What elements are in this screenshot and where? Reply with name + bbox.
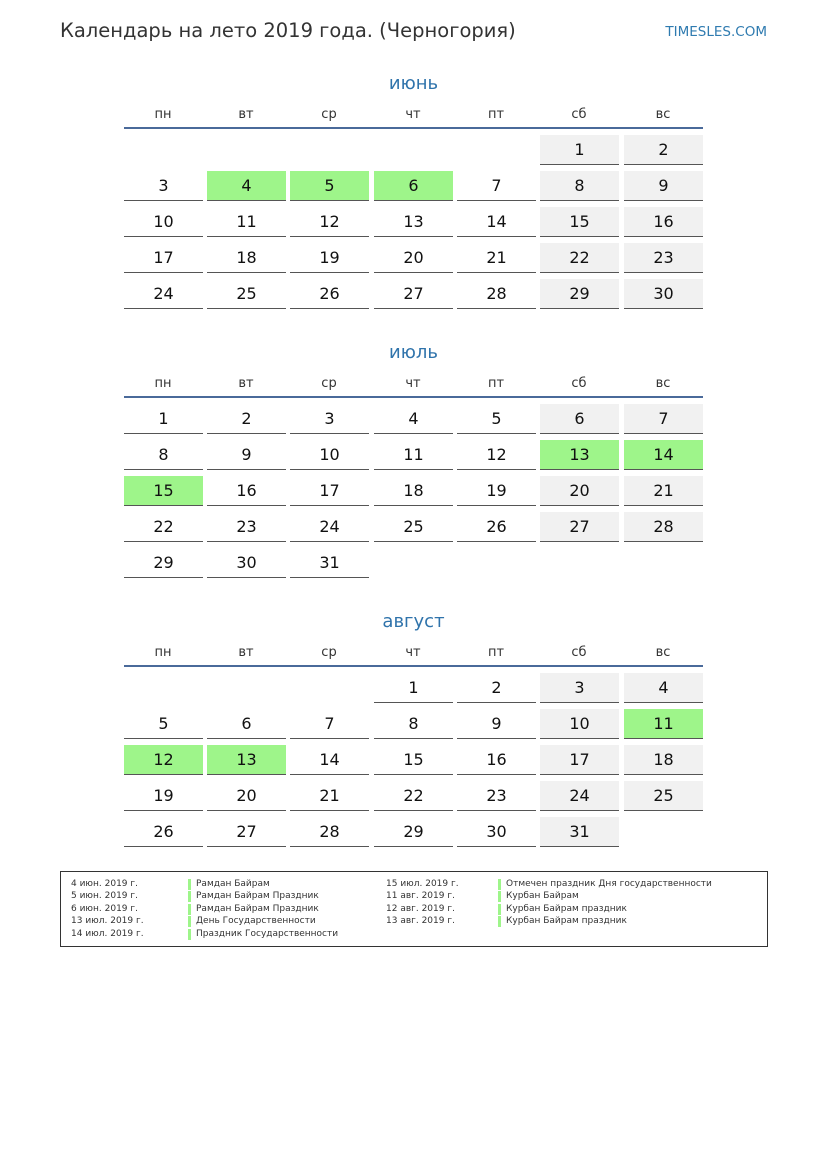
day-cell: 2	[207, 404, 286, 434]
day-cell: 30	[207, 548, 286, 578]
day-cell: 21	[457, 243, 536, 273]
day-cell: 13	[207, 745, 286, 775]
weekday-label: ср	[321, 107, 337, 122]
day-cell: 7	[290, 709, 369, 739]
weekday-header	[124, 376, 704, 398]
legend-date: 5 июн. 2019 г.	[71, 891, 138, 902]
day-cell: 27	[374, 279, 453, 309]
day-cell: 4	[374, 404, 453, 434]
weekday-label: пн	[154, 107, 172, 122]
day-cell: 17	[290, 476, 369, 506]
weekday-label: вс	[655, 645, 671, 660]
day-cell: 29	[124, 548, 203, 578]
day-cell: 12	[457, 440, 536, 470]
day-cell: 27	[540, 512, 619, 542]
day-cell: 23	[624, 243, 703, 273]
weekday-label: сб	[571, 107, 587, 122]
weekday-divider	[124, 665, 703, 667]
day-cell: 13	[374, 207, 453, 237]
day-cell: 20	[207, 781, 286, 811]
weekday-label: сб	[571, 376, 587, 391]
day-cell: 5	[290, 171, 369, 201]
day-cell: 25	[374, 512, 453, 542]
legend-color-marker	[498, 891, 501, 902]
day-cell: 6	[374, 171, 453, 201]
legend-date: 15 июл. 2019 г.	[386, 879, 459, 889]
weekday-label: чт	[405, 645, 421, 660]
month-title: август	[382, 611, 445, 632]
weekday-label: пн	[154, 376, 172, 391]
site-link[interactable]: TIMESLES.COM	[665, 24, 767, 40]
weekday-label: чт	[405, 107, 421, 122]
day-cell: 28	[457, 279, 536, 309]
day-cell: 9	[457, 709, 536, 739]
weekday-label: ср	[321, 376, 337, 391]
day-cell: 24	[124, 279, 203, 309]
weekday-label: вт	[238, 107, 254, 122]
day-cell: 1	[540, 135, 619, 165]
legend-holiday-name: Курбан Байрам праздник	[506, 903, 627, 914]
day-cell: 3	[290, 404, 369, 434]
day-cell: 10	[290, 440, 369, 470]
day-cell: 26	[457, 512, 536, 542]
day-cell: 14	[457, 207, 536, 237]
month-title: июнь	[388, 73, 439, 94]
day-cell: 22	[540, 243, 619, 273]
day-cell: 9	[207, 440, 286, 470]
day-cell: 25	[207, 279, 286, 309]
day-cell: 8	[124, 440, 203, 470]
day-cell: 17	[540, 745, 619, 775]
legend-color-marker	[188, 904, 191, 915]
month-title: июль	[389, 342, 438, 363]
day-cell: 16	[457, 745, 536, 775]
day-cell: 11	[624, 709, 703, 739]
day-cell: 10	[124, 207, 203, 237]
day-cell: 29	[540, 279, 619, 309]
legend-holiday-name: Курбан Байрам	[506, 891, 579, 902]
day-cell: 26	[124, 817, 203, 847]
weekday-label: пт	[487, 376, 505, 391]
day-cell: 24	[540, 781, 619, 811]
day-cell: 5	[124, 709, 203, 739]
day-cell: 22	[374, 781, 453, 811]
day-cell: 16	[624, 207, 703, 237]
legend-color-marker	[498, 879, 501, 890]
day-cell: 21	[290, 781, 369, 811]
day-cell: 1	[374, 673, 453, 703]
legend-color-marker	[188, 879, 191, 890]
weekday-label: вс	[655, 107, 671, 122]
day-cell: 14	[290, 745, 369, 775]
day-cell: 26	[290, 279, 369, 309]
day-cell: 18	[374, 476, 453, 506]
legend-color-marker	[498, 904, 501, 915]
day-cell: 30	[624, 279, 703, 309]
day-cell: 8	[374, 709, 453, 739]
legend-date: 4 июн. 2019 г.	[71, 879, 138, 889]
legend-date: 11 авг. 2019 г.	[386, 891, 455, 902]
weekday-divider	[124, 396, 703, 398]
holiday-legend	[60, 871, 768, 947]
day-cell: 3	[540, 673, 619, 703]
day-cell: 19	[457, 476, 536, 506]
day-cell: 4	[624, 673, 703, 703]
day-cell: 27	[207, 817, 286, 847]
legend-color-marker	[188, 916, 191, 927]
day-cell: 15	[124, 476, 203, 506]
legend-color-marker	[498, 916, 501, 927]
day-cell: 15	[540, 207, 619, 237]
legend-date: 12 авг. 2019 г.	[386, 903, 455, 914]
day-cell: 16	[207, 476, 286, 506]
legend-holiday-name: День Государственности	[196, 916, 316, 927]
day-cell: 11	[207, 207, 286, 237]
day-cell: 13	[540, 440, 619, 470]
day-cell: 18	[207, 243, 286, 273]
day-cell: 10	[540, 709, 619, 739]
weekday-label: ср	[321, 645, 337, 660]
day-cell: 29	[374, 817, 453, 847]
day-cell: 17	[124, 243, 203, 273]
day-cell: 7	[457, 171, 536, 201]
day-cell: 3	[124, 171, 203, 201]
day-cell: 25	[624, 781, 703, 811]
day-cell: 15	[374, 745, 453, 775]
day-cell: 30	[457, 817, 536, 847]
weekday-label: пт	[487, 645, 505, 660]
day-cell: 31	[540, 817, 619, 847]
day-cell: 20	[374, 243, 453, 273]
page-title: Календарь на лето 2019 года. (Черногория)	[60, 19, 516, 42]
weekday-label: вт	[238, 645, 254, 660]
day-cell: 28	[290, 817, 369, 847]
day-cell: 24	[290, 512, 369, 542]
weekday-label: чт	[405, 376, 421, 391]
day-cell: 21	[624, 476, 703, 506]
legend-holiday-name: Рамдан Байрам Праздник	[196, 891, 319, 902]
day-cell: 2	[624, 135, 703, 165]
weekday-label: пн	[154, 645, 172, 660]
weekday-header	[124, 645, 704, 667]
legend-date: 6 июн. 2019 г.	[71, 903, 138, 914]
day-cell: 31	[290, 548, 369, 578]
day-cell: 9	[624, 171, 703, 201]
legend-date: 14 июл. 2019 г.	[71, 928, 144, 939]
day-cell: 19	[124, 781, 203, 811]
day-cell: 12	[124, 745, 203, 775]
day-cell: 20	[540, 476, 619, 506]
day-cell: 5	[457, 404, 536, 434]
legend-holiday-name: Рамдан Байрам Праздник	[196, 903, 319, 914]
weekday-divider	[124, 127, 703, 129]
day-cell: 12	[290, 207, 369, 237]
day-cell: 22	[124, 512, 203, 542]
legend-holiday-name: Праздник Государственности	[196, 928, 339, 939]
day-cell: 18	[624, 745, 703, 775]
day-cell: 6	[207, 709, 286, 739]
day-cell: 1	[124, 404, 203, 434]
weekday-label: пт	[487, 107, 505, 122]
day-cell: 11	[374, 440, 453, 470]
day-cell: 23	[207, 512, 286, 542]
legend-date: 13 июл. 2019 г.	[71, 916, 144, 927]
day-cell: 19	[290, 243, 369, 273]
day-cell: 14	[624, 440, 703, 470]
weekday-header	[124, 107, 704, 129]
day-cell: 6	[540, 404, 619, 434]
weekday-label: вс	[655, 376, 671, 391]
weekday-label: вт	[238, 376, 254, 391]
day-cell: 28	[624, 512, 703, 542]
legend-color-marker	[188, 929, 191, 940]
legend-date: 13 авг. 2019 г.	[386, 916, 455, 927]
legend-color-marker	[188, 891, 191, 902]
day-cell: 2	[457, 673, 536, 703]
legend-holiday-name: Рамдан Байрам	[196, 879, 270, 889]
legend-holiday-name: Курбан Байрам праздник	[506, 916, 627, 927]
weekday-label: сб	[571, 645, 587, 660]
day-cell: 4	[207, 171, 286, 201]
legend-holiday-name: Отмечен праздник Дня государственности	[506, 879, 712, 889]
day-cell: 7	[624, 404, 703, 434]
day-cell: 8	[540, 171, 619, 201]
day-cell: 23	[457, 781, 536, 811]
